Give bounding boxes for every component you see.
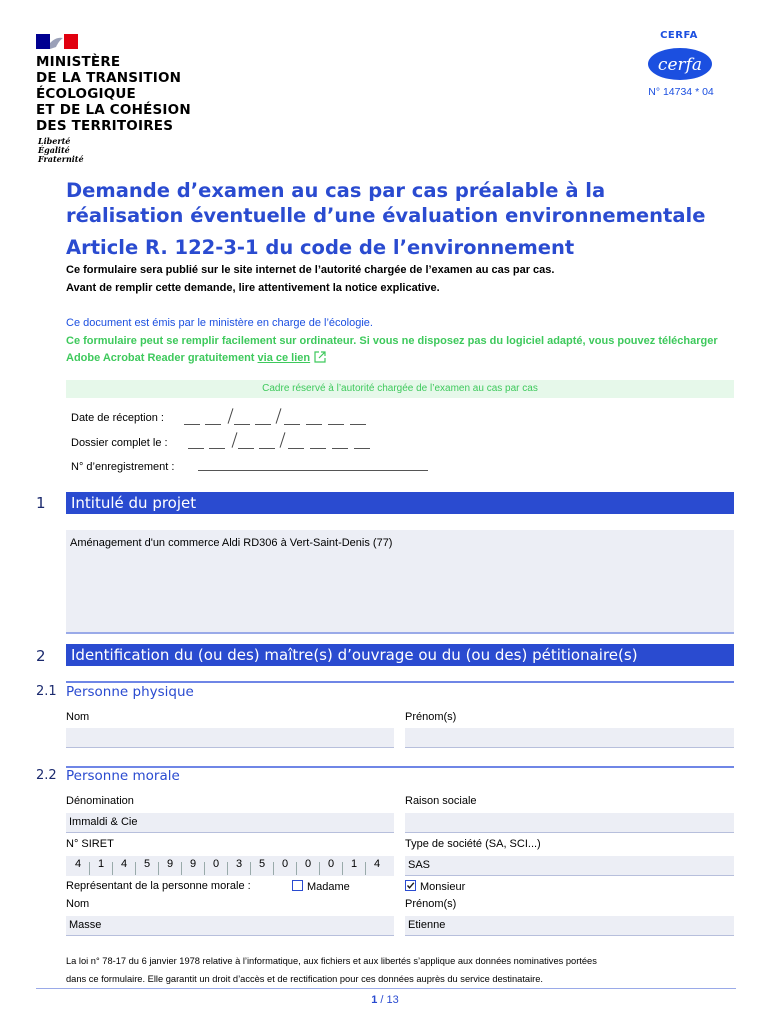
intro-line: Avant de remplir cette demande, lire attentivement la notice explicative. (66, 282, 440, 294)
ministry-line: ET DE LA COHÉSION (36, 102, 191, 118)
siret-label: N° SIRET (66, 838, 114, 850)
ministry-info: Ce document est émis par le ministère en charge de l’écologie. (66, 317, 373, 329)
motto-line: Fraternité (38, 154, 84, 164)
morale-prenom-field[interactable]: Etienne (405, 916, 734, 936)
ministry-name (36, 54, 191, 134)
cerfa-logo (647, 47, 713, 81)
checkmark-icon (406, 881, 415, 890)
monsieur-label: Monsieur (420, 881, 466, 893)
form-title (66, 178, 756, 260)
date-reception-label: Date de réception : (71, 412, 164, 424)
title-line: Demande d’examen au cas par cas préalable à la (66, 179, 606, 202)
title-line: réalisation éventuelle d’une évaluation environnementale (66, 204, 706, 227)
page-total: / 13 (380, 994, 399, 1006)
article-reference: Article R. 122-3-1 du code de l’environnement (66, 236, 575, 259)
morale-nom-label: Nom (66, 898, 90, 910)
morale-prenom-label: Prénom(s) (405, 898, 457, 910)
subsection-2-2-number: 2.2 (36, 768, 57, 783)
ministry-line: DE LA TRANSITION (36, 70, 182, 86)
software-info-text: Ce formulaire peut se remplir facilement sur ordinateur. Si vous ne disposez pas du logiciel adapté, vous pouvez télécharger Adobe Acrobat Reader gratuitement (66, 335, 718, 364)
numero-enregistrement-label: N° d’enregistrement : (71, 461, 175, 473)
republique-francaise-flag-logo (36, 34, 78, 49)
subsection-2-1-title: Personne physique (66, 684, 194, 700)
section-2-title: Identification du (ou des) maître(s) d’ouvrage ou du (ou des) pétitionaire(s) (66, 644, 734, 666)
siret-digit: 0 (304, 858, 312, 870)
physique-nom-label: Nom (66, 711, 90, 723)
siret-digit: 0 (281, 858, 289, 870)
raison-sociale-field[interactable] (405, 813, 734, 833)
reserved-frame-header: Cadre réservé à l’autorité chargée de l’examen au cas par cas (262, 383, 538, 394)
siret-digit: 4 (120, 858, 128, 870)
morale-nom-field[interactable]: Masse (66, 916, 394, 936)
siret-digit: 1 (350, 858, 358, 870)
madame-label: Madame (307, 881, 350, 893)
type-societe-label: Type de société (SA, SCI...) (405, 838, 541, 850)
physique-nom-field[interactable] (66, 728, 394, 748)
privacy-line: La loi n° 78-17 du 6 janvier 1978 relative à l’informatique, aux fichiers et aux libertés s’applique aux données nominatives portées (66, 956, 597, 966)
privacy-line: dans ce formulaire. Elle garantit un droit d’accès et de rectification pour ces données auprès du service destinataire. (66, 974, 543, 984)
siret-digit: 3 (235, 858, 243, 870)
ministry-line: MINISTÈRE (36, 54, 121, 70)
dossier-complet-label: Dossier complet le : (71, 437, 168, 449)
republic-motto (38, 137, 84, 164)
ministry-line: ÉCOLOGIQUE (36, 86, 136, 102)
dossier-complet-field[interactable] (184, 430, 384, 450)
monsieur-option[interactable] (405, 880, 465, 893)
siret-digit: 0 (212, 858, 220, 870)
subsection-2-2-title: Personne morale (66, 768, 180, 784)
ministry-line: DES TERRITOIRES (36, 118, 174, 134)
software-info (66, 333, 726, 367)
external-link-icon[interactable] (314, 351, 326, 363)
siret-digit: 4 (373, 858, 381, 870)
siret-digit: 9 (189, 858, 197, 870)
cerfa-logo-text: cerfa (657, 55, 703, 75)
subsection-2-1-number: 2.1 (36, 684, 57, 699)
divider (66, 681, 734, 683)
date-reception-field[interactable] (180, 406, 380, 426)
page-indicator (0, 994, 770, 1006)
siret-field[interactable] (66, 856, 394, 876)
intro-line: Ce formulaire sera publié sur le site internet de l’autorité chargée de l’examen au cas par cas. (66, 264, 555, 276)
siret-digit: 5 (258, 858, 266, 870)
representant-label: Représentant de la personne morale : (66, 880, 251, 892)
siret-digit: 0 (327, 858, 335, 870)
physique-prenom-field[interactable] (405, 728, 734, 748)
siret-digit: 4 (74, 858, 82, 870)
intro-text (66, 261, 554, 297)
privacy-notice (66, 952, 746, 988)
motto-line: Liberté (38, 136, 71, 146)
physique-prenom-label: Prénom(s) (405, 711, 457, 723)
motto-line: Égalité (38, 145, 70, 155)
raison-sociale-label: Raison sociale (405, 795, 477, 807)
monsieur-checkbox[interactable] (405, 880, 416, 891)
siret-digit: 1 (97, 858, 105, 870)
madame-option[interactable] (292, 880, 350, 893)
siret-digit: 5 (143, 858, 151, 870)
type-societe-field[interactable]: SAS (405, 856, 734, 876)
cerfa-number: N° 14734 * 04 (648, 86, 714, 98)
section-1-title: Intitulé du projet (66, 492, 734, 514)
denomination-field[interactable]: Immaldi & Cie (66, 813, 394, 833)
page-current: 1 (371, 994, 378, 1006)
siret-digit: 9 (166, 858, 174, 870)
footer-divider (36, 988, 736, 989)
project-title-field[interactable]: Aménagement d'un commerce Aldi RD306 à Vert-Saint-Denis (77) (66, 530, 734, 634)
denomination-label: Dénomination (66, 795, 134, 807)
madame-checkbox[interactable] (292, 880, 303, 891)
section-1-number: 1 (36, 494, 46, 512)
section-2-number: 2 (36, 647, 46, 665)
download-link[interactable]: via ce lien (257, 352, 311, 364)
numero-enregistrement-field[interactable] (198, 470, 428, 471)
cerfa-label: CERFA (660, 30, 698, 41)
